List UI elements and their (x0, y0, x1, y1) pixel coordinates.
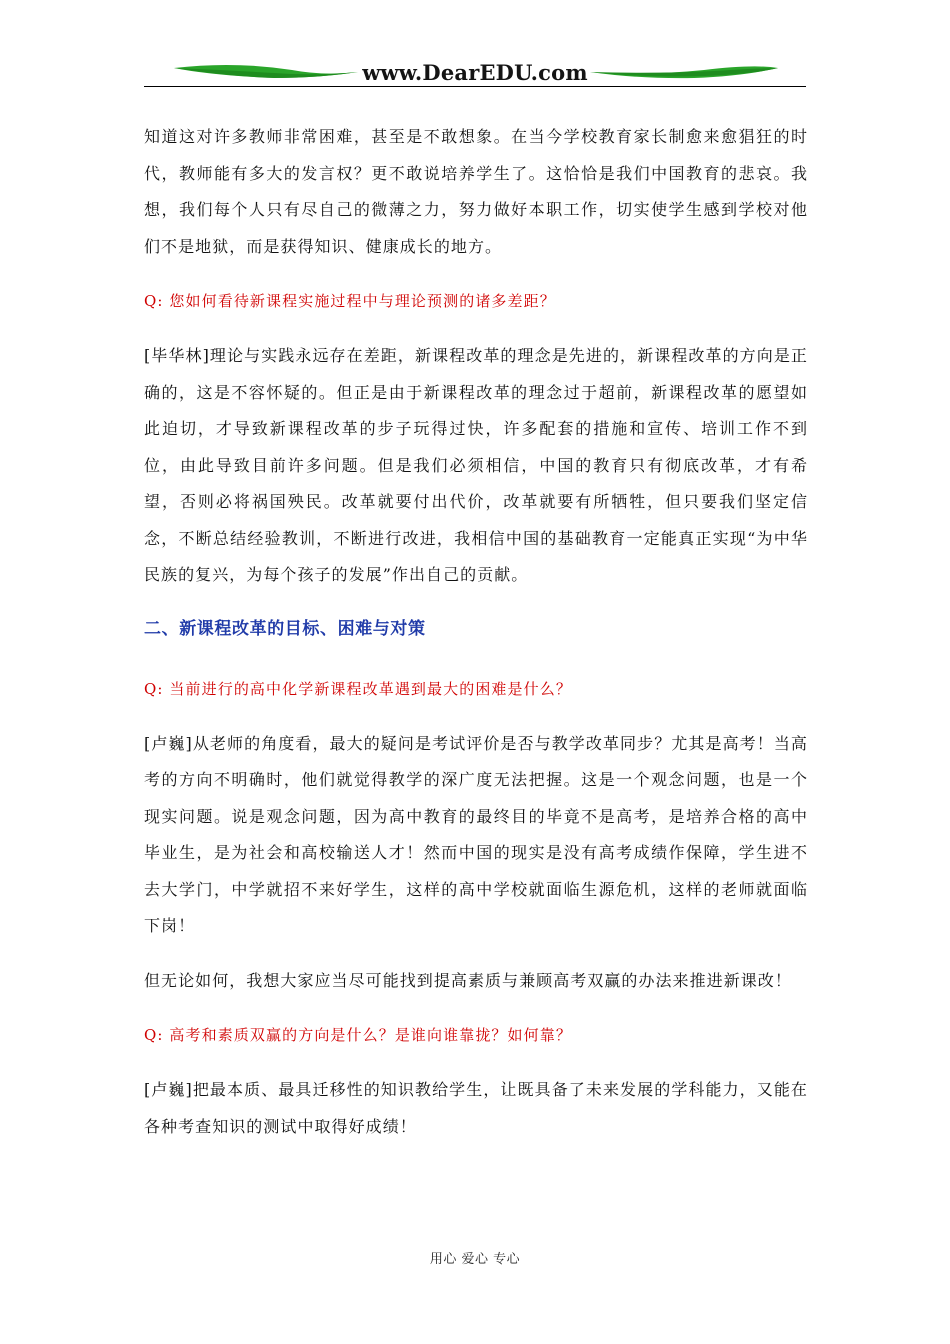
paragraph-lu-wei-2: [卢巍]把最本质、最具迁移性的知识教给学生，让既具备了未来发展的学科能力，又能在各种考查知识的测试中取得好成绩！ (144, 1080, 808, 1136)
site-url: www.DearEDU.com (362, 60, 588, 85)
paragraph-conclusion: 但无论如何，我想大家应当尽可能找到提高素质与兼顾高考双赢的办法来推进新课改！ (144, 970, 792, 990)
article-body (144, 119, 808, 1145)
page-header (144, 56, 806, 92)
question-gap: Q: 您如何看待新课程实施过程中与理论预测的诸多差距？ (144, 292, 556, 310)
question-difficulty: Q: 当前进行的高中化学新课程改革遇到最大的困难是什么？ (144, 679, 572, 698)
paragraph-bi-hualin: [毕华林]理论与实践永远存在差距，新课程改革的理念是先进的，新课程改革的方向是正确的，这是不容怀疑的。但正是由于新课程改革的理念过于超前，新课程改革的愿望如此迫切，才导致新课程改革的步子玩得过快，许多配套的措施和宣传、培训工作不到位，由此导致目前许多问题。但是我们必须相信，中国的教育只有彻底改革，才有希望，否则必将祸国殃民。改革就要付出代价，改革就要有所牺牲，但只要我们坚定信念，不断总结经验教训，不断进行改进，我相信中国的基础教育一定能真正实现“为中华民族的复兴，为每个孩子的发展”作出自己的贡献。 (144, 346, 808, 584)
question-win-win: Q: 高考和素质双赢的方向是什么？是谁向谁靠拢？如何靠？ (144, 1026, 572, 1044)
paragraph-lu-wei-1: [卢巍]从老师的角度看，最大的疑问是考试评价是否与教学改革同步？尤其是高考！当高考的方向不明确时，他们就觉得教学的深广度无法把握。这是一个观念问题，也是一个现实问题。说是观念问题，因为高中教育的最终目的毕竟不是高考，是培养合格的高中毕业生，是为社会和高校输送人才！然而中国的现实是没有高考成绩作保障，学生进不去大学门，中学就招不来好学生，这样的高中学校就面临生源危机，这样的老师就面临下岗！ (144, 733, 808, 935)
page-footer: 用心 爱心 专心 (429, 1252, 521, 1267)
paragraph-intro: 知道这对许多教师非常困难，甚至是不敢想象。在当今学校教育家长制愈来愈猖狂的时代，教师能有多大的发言权？更不敢说培养学生了。这恰恰是我们中国教育的悲哀。我想，我们每个人只有尽自己的微薄之力，努力做好本职工作，切实使学生感到学校对他们不是地狱，而是获得知识、健康成长的地方。 (144, 127, 808, 256)
section-heading: 二、新课程改革的目标、困难与对策 (144, 618, 426, 639)
header-rule (144, 86, 806, 87)
